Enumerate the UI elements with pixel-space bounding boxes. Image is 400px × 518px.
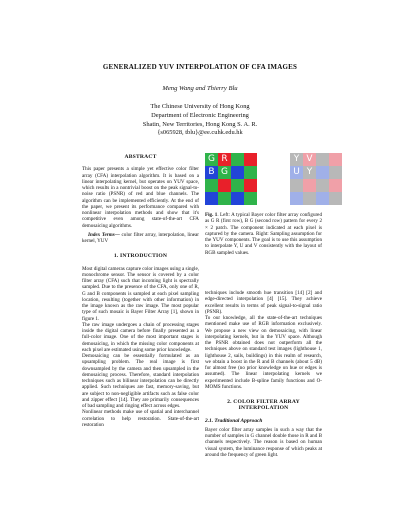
cell-letter: R bbox=[221, 154, 228, 164]
index-terms-text: color filter array, interpolation, linear kernel, YUV bbox=[82, 231, 199, 244]
intro-paragraph: Demosaicing can be essentially formulated as an upsampling problem. The real image is first downsampled by the camera and then upsampled in the demosaicing process. Therefore, standard interpolation techniques such as bilinear interpolation can be directly applied. Such techniques are fast, memory-saving, but are subject to non-negligible artifacts such as false color and zipper effect [14]. They are primarily consequences of bad sampling and ringing effect across edges. bbox=[82, 353, 199, 409]
bayer-cell-red bbox=[244, 179, 257, 192]
intro-paragraph: The raw image undergoes a chain of processing stages inside the digital camera before finally presented as a full-color image. One of the most important stages is demosaicing, in which the missing color components at each pixel are estimated using some prior knowledge. bbox=[82, 321, 199, 353]
yuv-grid bbox=[290, 153, 342, 205]
cell-letter: B bbox=[208, 167, 215, 177]
yuv-cell-u bbox=[290, 192, 303, 205]
yuv-cell-v bbox=[329, 153, 342, 166]
yuv-cell-v bbox=[329, 179, 342, 192]
yuv-cell-y bbox=[329, 192, 342, 205]
yuv-cell-y bbox=[290, 153, 303, 166]
bayer-grid bbox=[205, 153, 257, 205]
right-column-body bbox=[205, 290, 322, 458]
yuv-cell-y bbox=[290, 179, 303, 192]
bayer-cell-green bbox=[244, 166, 257, 179]
bayer-cell-red bbox=[244, 153, 257, 166]
body-paragraph: Bayer color filter array samples in such a way that the number of samples in G channel double those in R and B channels respectively. The reason is based on human visual system, the luminance response of which peaks at around the frequency of green light. bbox=[205, 426, 322, 458]
cell-letter: Y bbox=[306, 167, 313, 177]
bayer-cell-blue bbox=[231, 192, 244, 205]
bayer-cell-green bbox=[244, 192, 257, 205]
bayer-cell-blue bbox=[205, 166, 218, 179]
index-terms-label: Index Terms— bbox=[88, 231, 120, 238]
left-column bbox=[82, 154, 199, 428]
paper-title: GENERALIZED YUV INTERPOLATION OF CFA IMAGES bbox=[102, 63, 298, 71]
intro-paragraph: Nonlinear methods make use of spatial and interchannel correlation to help restoration. State-of-the-art restoration bbox=[82, 409, 199, 428]
intro-heading: 1. INTRODUCTION bbox=[113, 253, 168, 260]
intro-paragraph: Most digital cameras capture color images using a single, monochrome sensor. The sensor is covered by a color filter array (CFA) such that incoming light is spectrally sampled. Due to the presence of the CFA, only one of R, G and B components is sampled at each pixel sampling location, resulting (together with other information) in the image known as the raw image. The most popular type of such mosaic is Bayer Filter Array [1], shown in figure 1. bbox=[82, 265, 199, 322]
bayer-cell-green bbox=[218, 192, 231, 205]
bayer-cell-red bbox=[218, 153, 231, 166]
cell-letter: G bbox=[221, 167, 228, 177]
yuv-cell-y bbox=[303, 166, 316, 179]
yuv-cell-y bbox=[329, 166, 342, 179]
affiliation-line: Department of Electronic Engineering bbox=[151, 111, 249, 119]
bayer-cell-blue bbox=[231, 166, 244, 179]
bayer-cell-green bbox=[205, 179, 218, 192]
bayer-cell-green bbox=[205, 153, 218, 166]
subsection-heading: 2.1. Traditional Approach bbox=[205, 417, 263, 424]
affiliation-line: Shatin, New Territories, Hong Kong S. A. R. bbox=[142, 120, 258, 128]
yuv-cell-v bbox=[303, 179, 316, 192]
figure-caption-text: . Left: A typical Bayer color filter array configured as G R (first row), B G (second row) pattern for every 2 × 2 patch. The component indicated at each pixel is captured by the camera. Right: Sampling assumption for the YUV components. The goal is to use this assumption to interpolate Y, U and V consistently with the layout of RGB sampled values. bbox=[205, 212, 322, 256]
yuv-cell-u bbox=[316, 192, 329, 205]
bayer-cell-red bbox=[218, 179, 231, 192]
index-terms bbox=[82, 232, 199, 245]
figure-label: Fig. 1 bbox=[205, 212, 218, 218]
affiliation-line: The Chinese University of Hong Kong bbox=[150, 103, 250, 110]
yuv-cell-y bbox=[316, 153, 329, 166]
bayer-cell-green bbox=[231, 153, 244, 166]
abstract-heading: ABSTRACT bbox=[124, 154, 157, 160]
cell-letter: Y bbox=[293, 154, 300, 164]
affiliation-email: {s065928, tblu}@ee.cuhk.edu.hk bbox=[157, 129, 243, 137]
cell-letter: U bbox=[293, 167, 300, 177]
bayer-cell-green bbox=[218, 166, 231, 179]
cell-letter: G bbox=[208, 154, 215, 164]
bayer-cell-green bbox=[231, 179, 244, 192]
right-column bbox=[205, 212, 322, 256]
yuv-cell-v bbox=[303, 153, 316, 166]
yuv-cell-y bbox=[316, 179, 329, 192]
body-paragraph: To our knowledge, all the state-of-the-art techniques mentioned make use of RGB information exclusively. We propose a new view on demosaicing, with linear interpolating kernels, but in the YUV space. Although the PSNR obtained does not outperform all the techniques above on standard test images (lighthouse 1, lighthouse 2, sails, buildings) in this realm of research, we obtain a boost in the R and B channels (about 5 dB) for almost free (no prior knowledge on hue or edges is assumed). The linear interpolating kernels we experimented include B-spline family functions and O-MOMS functions. bbox=[205, 315, 322, 390]
yuv-cell-u bbox=[316, 166, 329, 179]
yuv-cell-y bbox=[303, 192, 316, 205]
yuv-cell-u bbox=[290, 166, 303, 179]
abstract-body: This paper presents a simple yet effective color filter array (CFA) interpolation algorithm. It is based on a linear interpolating kernel, but operates on YUV space, which results in a nontrivial boost on the peak signal-to-noise ratio (PSNR) of red and blue channels. The algorithm can be implemented efficiently. At the end of the paper, we present its performance compared with nonlinear interpolation methods and show that it's competitive even among state-of-the-art CFA demosaicing algorithms. bbox=[82, 166, 199, 229]
cell-letter: V bbox=[306, 154, 313, 164]
body-paragraph: techniques include smooth hue transition [14] [2] and edge-directed interpolation [4] [15]. They achieve excellent results in terms of peak signal-to-signal ratio (PSNR). bbox=[205, 290, 322, 315]
section-heading: 2. COLOR FILTER ARRAY INTERPOLATION bbox=[227, 399, 300, 412]
figure-caption bbox=[205, 212, 322, 256]
affiliation bbox=[0, 103, 400, 138]
authors: Meng Wang and Thierry Blu bbox=[162, 85, 238, 92]
bayer-cell-blue bbox=[205, 192, 218, 205]
